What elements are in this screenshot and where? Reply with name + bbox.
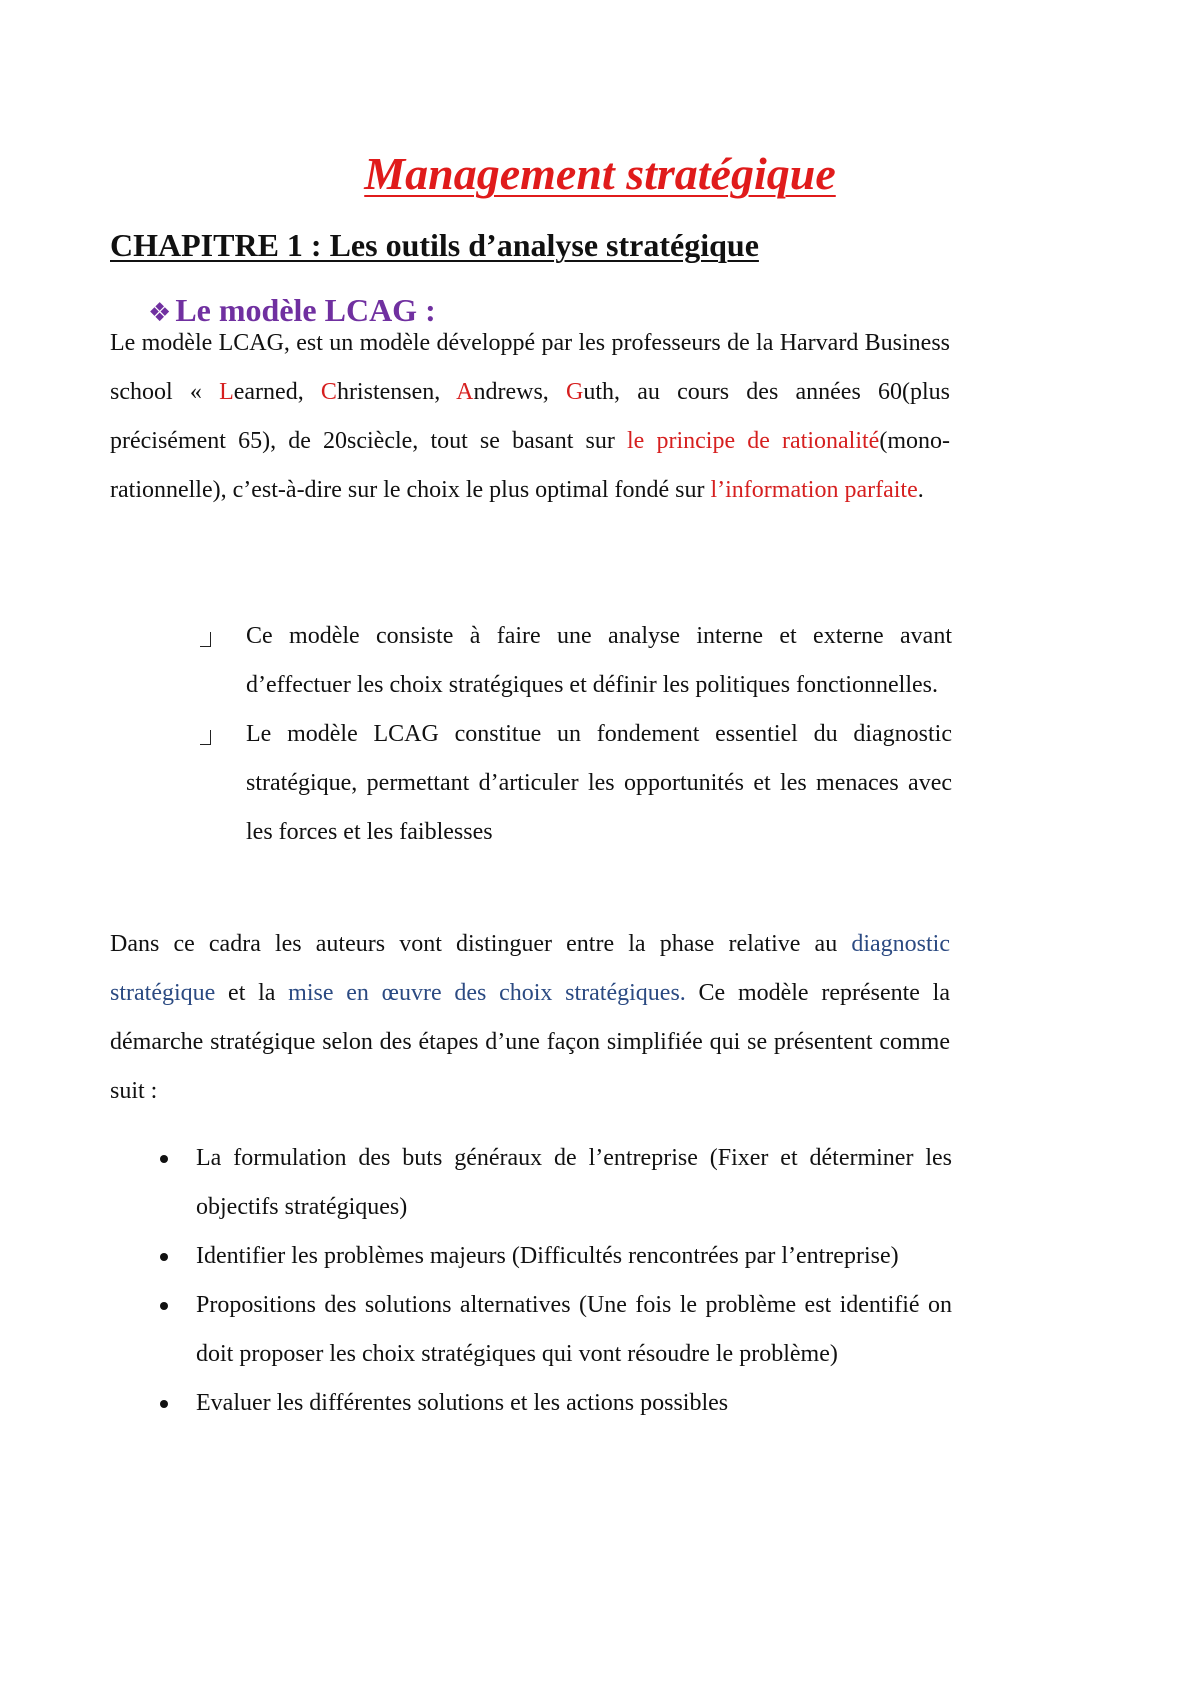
check-list-item: [200, 710, 952, 857]
intro-learned: earned,: [233, 379, 321, 405]
initial-a: A: [456, 379, 474, 405]
bullet-list-item: [160, 1281, 952, 1379]
diamond-bullet-icon: ❖: [148, 298, 172, 328]
chapter-heading: CHAPITRE 1 : Les outils d’analyse stratégique: [110, 227, 759, 263]
framework-text-2: et la: [215, 980, 289, 1006]
bullet-list-item: [160, 1232, 952, 1281]
framework-text-3: Ce modèle représente la démarche stratégique selon des étapes d’une façon simplifiée qui se présentent comme suit :: [110, 980, 950, 1104]
bullet-item-text: Evaluer les différentes solutions et les actions possibles: [196, 1390, 729, 1416]
intro-christensen: hristensen,: [336, 379, 457, 405]
principle-highlight: le principe de rationalité: [627, 428, 880, 454]
check-item-text: Ce modèle consiste à faire une analyse interne et externe avant d’effectuer les choix stratégiques et définir les politiques fonctionnelles.: [246, 623, 952, 698]
info-highlight: l’information parfaite: [710, 477, 918, 503]
mise-en-oeuvre-highlight: mise en œuvre des choix stratégiques.: [288, 980, 686, 1006]
diagnostic-highlight: diagnostic stratégique: [110, 931, 950, 1006]
bullet-list-item: [160, 1134, 952, 1232]
bullet-item-text: Propositions des solutions alternatives (Une fois le problème est identifié on doit proposer les choix stratégiques qui vont résoudre le problème): [196, 1292, 952, 1367]
bullet-dot-icon: [160, 1400, 168, 1408]
bullet-dot-icon: [160, 1155, 168, 1163]
initial-c: C: [320, 379, 337, 405]
bullet-list: [160, 1134, 952, 1428]
section-heading-text: Le modèle LCAG :: [175, 292, 436, 328]
intro-andrews: ndrews,: [473, 379, 567, 405]
bullet-list-item: [160, 1379, 952, 1428]
intro-paragraph: [110, 319, 950, 515]
bullet-item-text: Identifier les problèmes majeurs (Difficultés rencontrées par l’entreprise): [196, 1243, 899, 1269]
intro-guth: uth, au cours des années 60(plus précisément 65), de 20sciècle, tout se basant sur: [110, 379, 950, 454]
framework-text-1: Dans ce cadra les auteurs vont distinguer entre la phase relative au: [110, 931, 852, 957]
intro-text-3: .: [917, 477, 924, 503]
document-title: Management stratégique: [364, 148, 836, 199]
bullet-dot-icon: [160, 1253, 168, 1261]
check-list-item: [200, 612, 952, 710]
initial-l: L: [219, 379, 234, 405]
intro-text-2: (mono-rationnelle), c’est-à-dire sur le choix le plus optimal fondé sur: [110, 428, 950, 503]
check-mark-icon: [200, 632, 211, 647]
check-mark-icon: [200, 730, 211, 745]
check-list: [200, 612, 952, 857]
bullet-dot-icon: [160, 1302, 168, 1310]
intro-text-1: Le modèle LCAG, est un modèle développé par les professeurs de la Harvard Business school «: [110, 330, 950, 405]
initial-g: G: [566, 379, 584, 405]
check-item-text: Le modèle LCAG constitue un fondement essentiel du diagnostic stratégique, permettant d’articuler les opportunités et les menaces avec les forces et les faiblesses: [246, 721, 952, 845]
framework-paragraph: [110, 920, 950, 1116]
bullet-item-text: La formulation des buts généraux de l’entreprise (Fixer et déterminer les objectifs stratégiques): [196, 1145, 952, 1220]
